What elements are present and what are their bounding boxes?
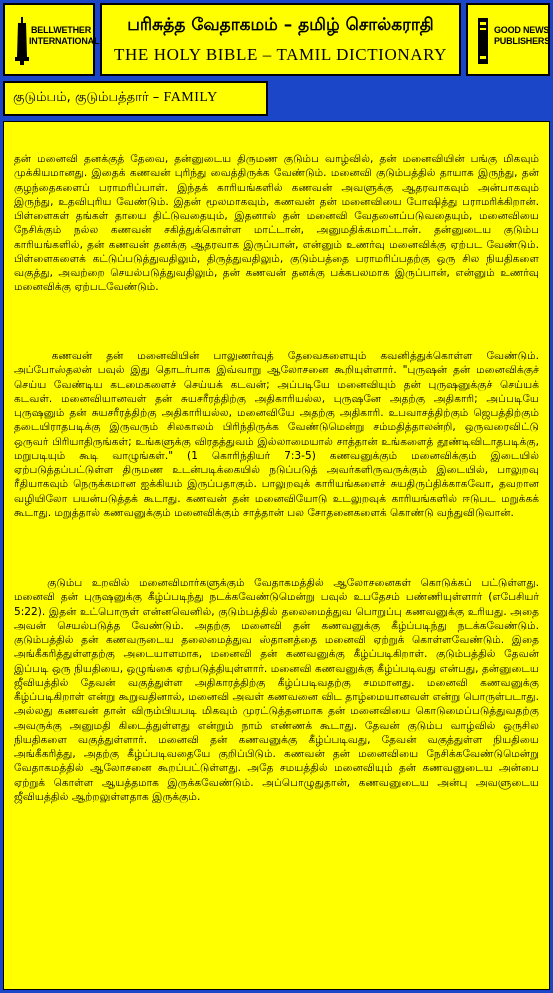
paragraph-3: குடும்ப உறவில் மனைவிமார்களுக்கும் வேதாகமத்தில் ஆலோசனைகள் கொடுக்கப் பட்டுள்ளது. மனைவி தன் புருஷனுக்கு கீழ்ப்படிந்து நடக்கவேண்டுமென்று பவுல் உபதேசம் பண்ணியுள்ளார் (எபேசியர் 5:22). இதன் உட்பொருள் என்னவெனில், குடும்பத்தில் தலைமைத்துவ பொறுப்பு கணவனுக்கு உரியது. அதை அவன் செயல்படுத்த வேண்டும். அதற்கு மனைவி தன் கணவனுக்கு கீழ்ப்படிந்து நடக்கவேண்டும். குடும்பத்தில் தன் கணவருடைய தலைமைத்துவ ஸ்தானத்தை மனைவி ஏற்றுக் கொள்ளவேண்டும். இதை அங்கீகரித்துள்ளதற்கு அடையாளமாக, மனைவி தன் கணவனுக்கு கீழ்ப்படிகிறாள். குடும்பத்தில் தேவன் இப்படி ஒரு நியதியை, ஒழுங்கை ஏற்படுத்தியுள்ளார். மனைவி கணவனுக்கு கீழ்ப்படிவது என்பது, தன்னுடைய ஜீவியத்தில் தேவன் வகுத்துள்ள அதிகாரத்திற்கு கீழ்ப்படிவதற்கு சமமானது. மனைவி கணவனுக்கு கீழ்ப்படிகிறாள் என்று கூறுவதினால், மனைவி அவள் கணவனை விட தாழ்மையானவள் என்று பொருள்படாது. அல்லது கணவன் தான் விரும்பியபடி மிகவும் முரட்டுத்தனமாக தன் மனைவியை கொடுமைப்படுத்துவதற்கு அவருக்கு அனுமதி கிடைத்துள்ளது என்றும் நாம் எண்ணக் கூடாது. தேவன் குடும்ப வாழ்வில் ஒருசில நியதிகளை வகுத்துள்ளார். மனைவி தன் கணவனுக்கு கீழ்ப்படிவது, தேவன் வகுத்துள்ள நியதியை அங்கீகரித்து, அதற்கு கீழ்ப்படிவதையே குறிப்பிடும். கணவன் தன் மனைவியை நேசிக்கவேண்டுமென்று வேதாகமத்தில் ஆலோசனை கூறப்பட்டுள்ளது. அதே சமயத்தில் மனைவியும் தன் கணவனுடைய அன்பை ஏற்றுக் கொள்ள ஆயத்தமாக இருக்கவேண்டும். அப்பொழுதுதான், கணவனுடைய அன்பு அவளுடைய ஜீவியத்தில் ஆற்றலுள்ளதாக இருக்கும். bbox=[14, 577, 543, 803]
book-icon bbox=[475, 18, 491, 64]
title-panel bbox=[100, 3, 461, 76]
logo-right-line1: GOOD NEWS bbox=[494, 25, 550, 35]
paragraph-2: கணவன் தன் மனைவியின் பாலுணர்வுத் தேவைகளையும் கவனித்துக்கொள்ள வேண்டும். அப்போஸ்தலன் பவுல் இது தொடர்பாக இவ்வாறு ஆலோசனை கூறியுள்ளார். "புருஷன் தன் மனைவிக்குச் செய்ய வேண்டிய கடமைகளைச் செய்யக் கடவன்; அப்படியே மனைவியும் தன் புருஷனுக்குச் செய்யக் கடவள். மனைவியானவள் தன் சுயசரீரத்திற்கு அதிகாரியல்ல, புருஷனே அதற்கு அதிகாரி; அப்படியே புருஷனும் தன் சுயசரீரத்திற்கு அதிகாரியல்ல, மனைவியே அதற்கு அதிகாரி. உபவாசத்திற்கும் ஜெபத்திற்கும் தடையிராதபடிக்கு இருவரும் சிலகாலம் பிரிந்திருக்க வேண்டுமென்று சம்மதித்தாலன்றி, ஒருவரைவிட்டு ஒருவர் பிரியாதிருங்கள்; உங்களுக்கு விரதத்துவம் இல்லாமையால் சாத்தான் உங்களைத் தூண்டிவிடாதபடிக்கு, மறுபடியும் கூடி வாழுங்கள்." (1 கொரிந்தியர் 7:3-5) கணவனுக்கும் மனைவிக்கும் இடையில் ஏற்படுத்தப்பட்டுள்ள திருமண உடன்படிக்கையில் நடுப்படுத் அவர்களிருவருக்கும் இடையில், பாலுறவு ரீதியாகவும் நெருக்கமான ஐக்கியம் இருப்பதாகும். பாலுறவுக் காரியங்களைச் சுயதிருப்திக்காகவோ, தவறான வழியிலோ பயன்படுத்தக் கூடாது. கணவன் தன் மனைவியோடு உடலுறவுக் காரியங்களில் ஈடுபட மறுக்கக் கூடாது. மறுத்தால் கணவனுக்கும் மனைவிக்கும் சாத்தான் பல சோதனைகளைக் கொண்டு வந்துவிடுவான். bbox=[14, 350, 543, 519]
good-news-logo bbox=[466, 3, 550, 76]
title-tamil: பரிசுத்த வேதாகமம் – தமிழ் சொல்கராதி bbox=[127, 15, 434, 35]
logo-right-line2: PUBLISHERS bbox=[494, 36, 551, 46]
section-title-english: FAMILY bbox=[163, 90, 218, 105]
article-body bbox=[3, 121, 550, 990]
bellwether-logo bbox=[3, 3, 100, 76]
paragraph-1: தன் மனைவி தனக்குத் தேவை, தன்னுடைய திருமண குடும்ப வாழ்வில், தன் மனைவியின் பங்கு மிகவும் முக்கியமானது. இதைக் கணவன் புரிந்து வைத்திருக்க வேண்டும். மனைவி குடும்பத்தில் தாயாக இருந்து, தன் குழந்தைகளைப் பராமரிப்பாள். இந்தக் காரியங்களில் கணவன் அவளுக்கு ஆதரவாகவும் அன்பாகவும் இருந்து, உதவிபுரிய வேண்டும். இதன் மூலமாகவும், கணவன் தன் மனைவியை போஷித்து பராமரிக்கிறான். பிள்ளைகள் தங்கள் தாயை திட்டுவதையும், இதனால் தன் மனைவி வேதனைப்படுவதையும், மனைவியை நேசிக்கும் நல்ல கணவன் சகித்துக்கொள்ள மாட்டான், அனுமதிக்கமாட்டான். தன்னுடைய குடும்ப காரியங்களில், தன் கணவன் தனக்கு ஆதரவாக இருப்பான், என்னும் உணர்வு மனைவிக்கு ஏற்பட வேண்டும். பிள்ளைகளைக் கட்டுப்படுத்துவதிலும், திருத்துவதிலும், குடும்பத்தை பராமரிப்பதற்கு ஒரு சில நியதிகளை வகுத்து, அவற்றை செயல்படுத்துவதிலும், தன் கணவன் தனக்கு பக்கபலமாக இருப்பான், என்னும் உணர்வு மனைவிக்கு ஏற்படவேண்டும். bbox=[14, 153, 543, 294]
bellwether-bell-icon bbox=[15, 17, 29, 65]
section-title-tamil: குடும்பம், குடும்பத்தார் – bbox=[13, 90, 160, 105]
logo-left-line1: BELLWETHER bbox=[31, 25, 91, 35]
title-english: THE HOLY BIBLE – TAMIL DICTIONARY bbox=[114, 45, 447, 64]
logo-left-line2: INTERNATIONAL bbox=[29, 36, 100, 46]
section-title bbox=[13, 90, 218, 106]
section-header bbox=[3, 81, 268, 116]
